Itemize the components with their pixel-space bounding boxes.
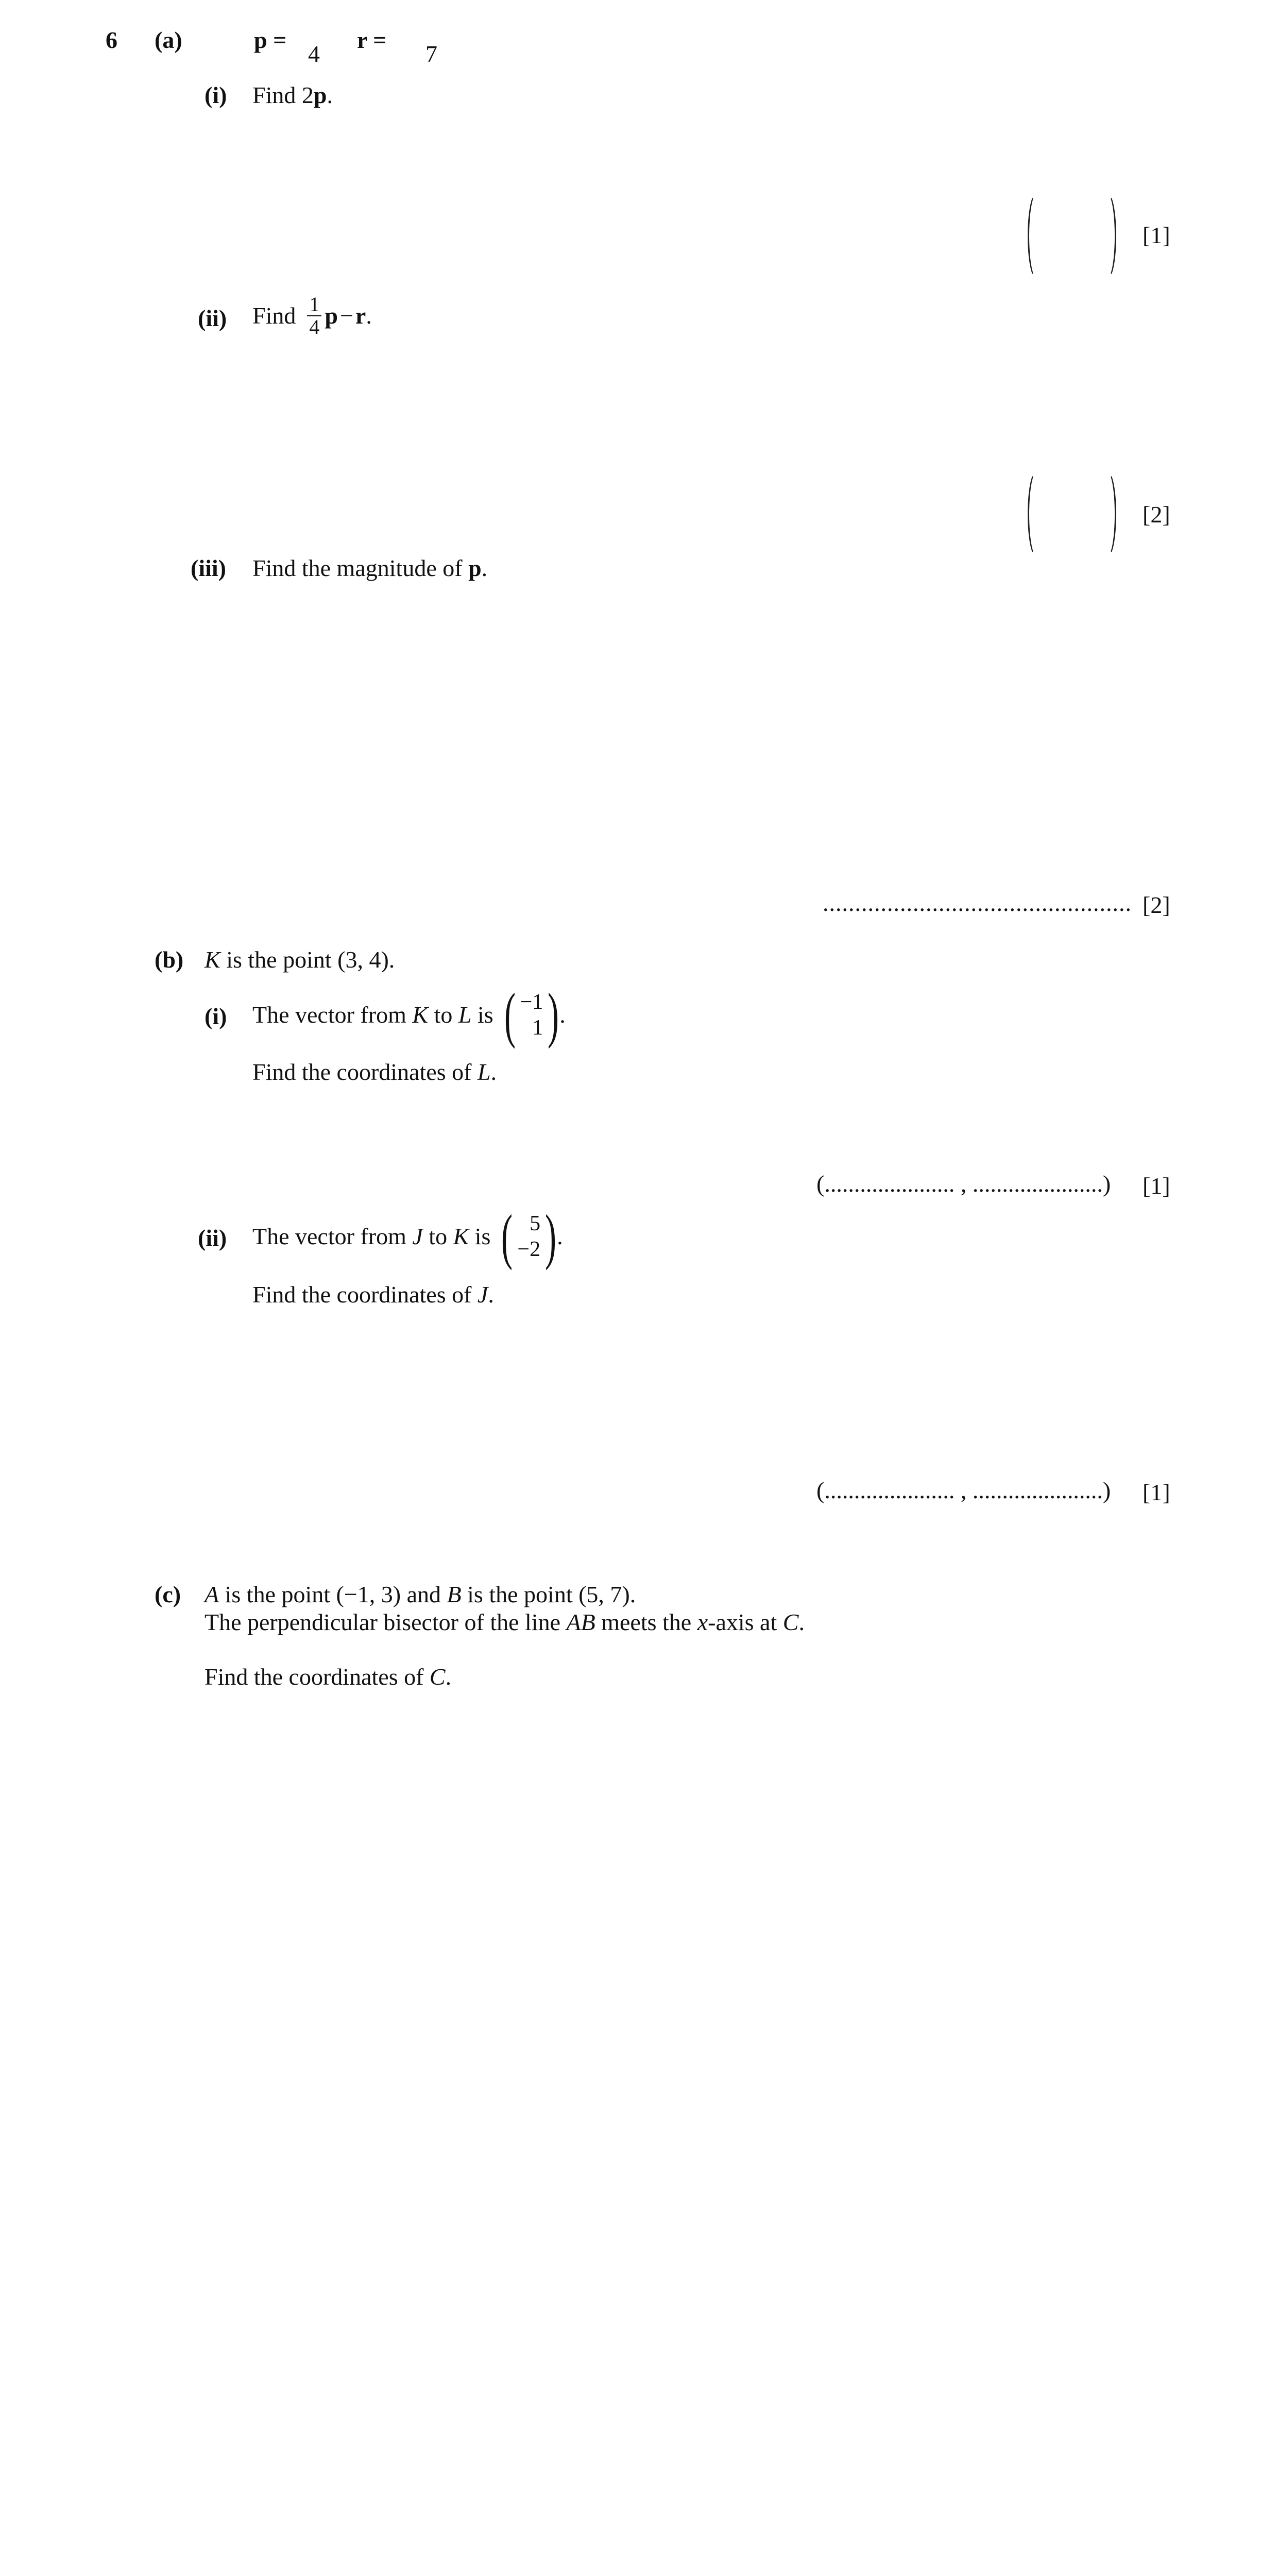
answer-bracket-right <box>1099 471 1116 557</box>
part-b-ii-v1: J <box>412 1223 423 1249</box>
part-b-i-find-text: Find the coordinates of <box>252 1059 478 1085</box>
part-b-ii-find-var: J <box>477 1281 488 1308</box>
question-number: 6 <box>106 27 117 53</box>
part-b-i-label: (i) <box>205 1003 227 1029</box>
vector-r-value: 7 <box>425 41 437 67</box>
part-c-l2-t3: -axis at <box>708 1609 783 1635</box>
part-c-line2 <box>205 1611 805 1634</box>
vector-p-label: p = <box>254 27 287 53</box>
vector-bottom: −2 <box>517 1238 541 1261</box>
point-k-var: K <box>205 946 220 973</box>
part-b-ii-t3: is <box>469 1223 491 1249</box>
vector-top: −1 <box>520 990 543 1014</box>
part-a-i-text <box>252 83 333 107</box>
answer-bracket-left <box>1028 193 1045 279</box>
part-b-ii-label: (ii) <box>198 1225 227 1251</box>
part-a-i-label: (i) <box>205 82 227 108</box>
marks-b-i: [1] <box>1143 1173 1170 1199</box>
part-a-ii-text-before: Find <box>252 302 296 329</box>
part-b-ii-v2: K <box>453 1223 469 1249</box>
marks-a-iii: [2] <box>1143 892 1170 918</box>
fraction-numerator: 1 <box>307 294 321 316</box>
part-a-iii-bold-p: p <box>468 555 482 581</box>
right-paren: ) <box>548 980 559 1049</box>
marks-b-ii: [1] <box>1143 1479 1170 1505</box>
column-vector-kl <box>500 980 564 1049</box>
part-b-intro <box>205 948 395 972</box>
left-paren: ( <box>501 1202 513 1270</box>
vector-column <box>520 989 543 1041</box>
part-b-i-v1: K <box>412 1002 429 1028</box>
answer-bracket-left <box>1028 471 1045 557</box>
part-b-i-find-var: L <box>477 1059 491 1085</box>
part-c-find <box>205 1665 451 1689</box>
part-a-ii-bold-r: r <box>355 302 366 329</box>
part-a-i-text-after: . <box>327 82 333 108</box>
part-a-ii-text <box>252 294 372 338</box>
part-a-ii-text-after: . <box>366 302 372 329</box>
fraction-denominator: 4 <box>309 315 320 338</box>
point-a-var: A <box>205 1581 219 1607</box>
part-b-ii-t2: to <box>422 1223 453 1249</box>
fraction-one-quarter <box>307 294 321 338</box>
part-a-label: (a) <box>155 27 182 53</box>
part-b-ii-t1: The vector from <box>252 1223 413 1249</box>
point-b-var: B <box>447 1581 462 1607</box>
part-b-i-v2: L <box>458 1002 472 1028</box>
part-c-l1-t1: is the point (−1, 3) and <box>219 1581 447 1607</box>
part-c-find-var: C <box>429 1664 446 1690</box>
part-b-ii-find <box>252 1283 494 1307</box>
answer-line-b-ii[interactable]: (...................... , ......................) <box>816 1477 1111 1503</box>
part-c-find-text: Find the coordinates of <box>205 1664 430 1690</box>
column-vector-jk <box>497 1202 561 1270</box>
part-b-i-find <box>252 1060 497 1084</box>
part-b-i-t2: to <box>428 1002 458 1028</box>
part-c-l2-t2: meets the <box>595 1609 697 1635</box>
part-a-i-text-before: Find 2 <box>252 82 314 108</box>
right-paren: ) <box>545 1202 557 1270</box>
left-paren: ( <box>504 980 516 1049</box>
part-a-ii-label: (ii) <box>198 305 227 331</box>
part-c-l2-t4: . <box>798 1609 805 1635</box>
marks-a-i: [1] <box>1143 222 1170 248</box>
point-c-var: C <box>782 1609 799 1635</box>
marks-a-ii: [2] <box>1143 501 1170 528</box>
part-b-i-find-after: . <box>490 1059 497 1085</box>
part-a-iii-text <box>252 556 487 580</box>
part-b-i-after: . <box>559 1002 566 1028</box>
part-c-label: (c) <box>155 1581 181 1607</box>
part-b-ii-find-after: . <box>488 1281 494 1308</box>
part-b-ii-find-text: Find the coordinates of <box>252 1281 478 1308</box>
vector-column <box>517 1211 540 1263</box>
vector-r-label: r = <box>357 27 387 53</box>
part-a-i-bold-p: p <box>313 82 327 108</box>
part-a-ii-minus: − <box>339 302 353 329</box>
part-c-find-after: . <box>445 1664 452 1690</box>
part-b-i-t1: The vector from <box>252 1002 413 1028</box>
part-b-i-text <box>252 980 566 1049</box>
vector-bottom: 1 <box>532 1016 543 1040</box>
answer-bracket-right <box>1099 193 1116 279</box>
x-axis-var: x <box>697 1609 708 1635</box>
vector-top: 5 <box>530 1211 541 1235</box>
part-b-i-t3: is <box>471 1002 493 1028</box>
answer-line-b-i[interactable]: (...................... , ......................) <box>816 1171 1111 1197</box>
part-b-ii-after: . <box>557 1223 563 1249</box>
answer-line-a-iii[interactable]: ................................................ <box>823 890 1132 916</box>
vector-p-value: 4 <box>308 41 320 67</box>
part-b-label: (b) <box>155 946 184 973</box>
line-ab-var: AB <box>566 1609 595 1635</box>
part-a-iii-text-after: . <box>481 555 488 581</box>
part-c-l2-t1: The perpendicular bisector of the line <box>205 1609 567 1635</box>
part-a-iii-label: (iii) <box>191 555 226 581</box>
part-b-intro-text: is the point (3, 4). <box>220 946 395 973</box>
part-c-line1 <box>205 1583 636 1606</box>
part-c-l1-t2: is the point (5, 7). <box>461 1581 636 1607</box>
part-a-iii-text-before: Find the magnitude of <box>252 555 469 581</box>
part-b-ii-text <box>252 1202 563 1270</box>
part-a-ii-bold-p: p <box>325 302 338 329</box>
